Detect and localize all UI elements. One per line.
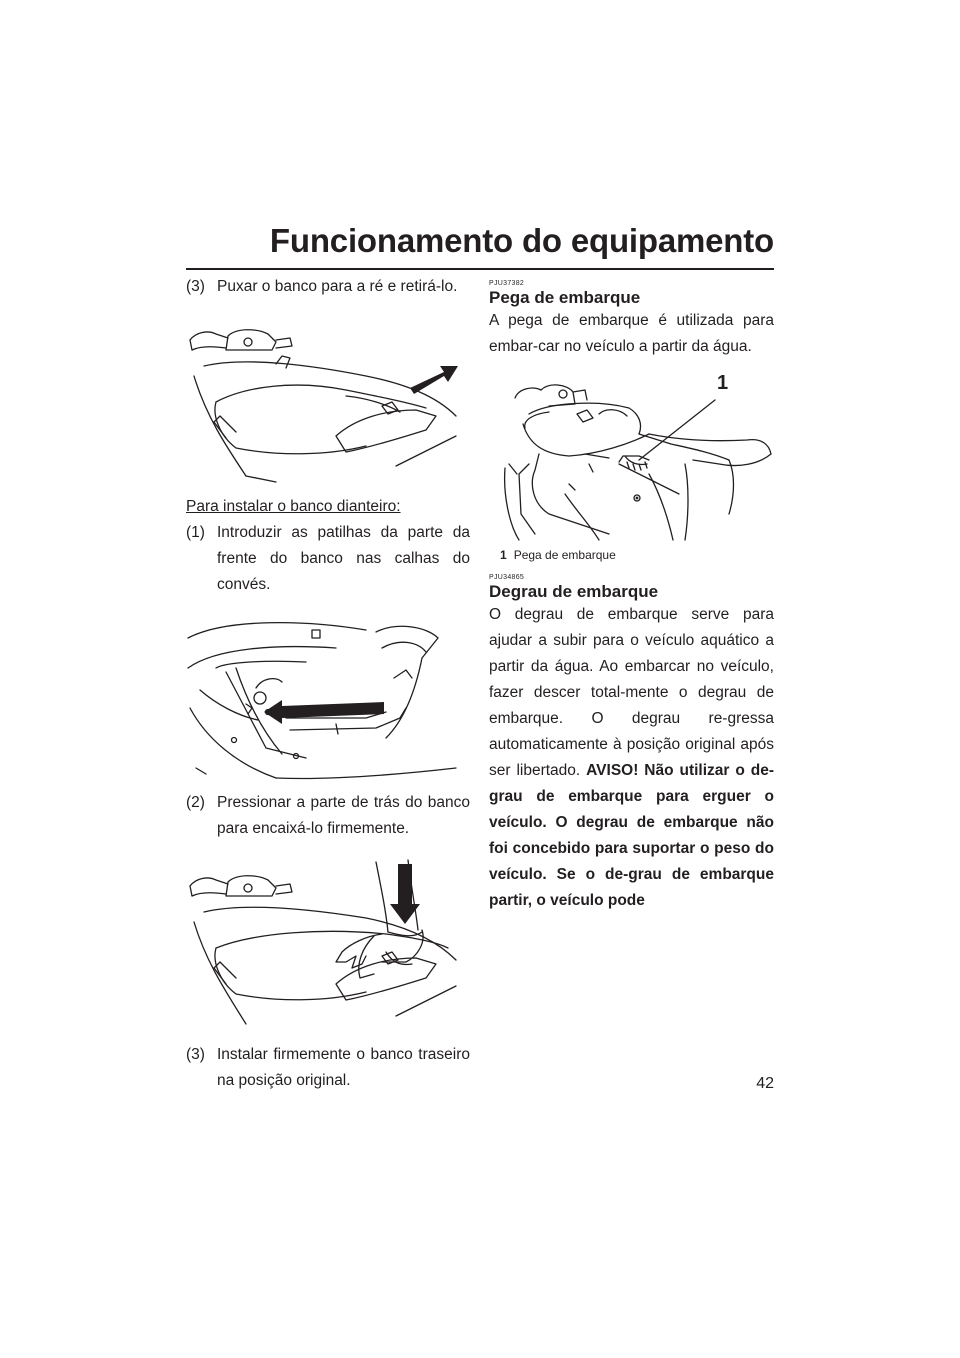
step-text: Puxar o banco para a ré e retirá-lo. <box>217 278 458 295</box>
section-title-boarding-step: Degrau de embarque <box>489 582 659 601</box>
boarding-step-body: O degrau de embarque serve para ajudar a subir para o veículo aquático a partir da água. Ao embarcar no veículo, fazer descer total-mente o degrau de embarque. O degrau re-gressa automaticamente à posição original após ser libertado. <box>489 606 774 779</box>
step-number: (3) <box>186 1046 205 1063</box>
step-text: Pressionar a parte de trás do banco para encaixá-lo firmemente. <box>217 794 470 837</box>
arrow-insert-icon <box>264 700 384 724</box>
page-title: Funcionamento do equipamento <box>269 222 774 259</box>
caption-number: 1 <box>500 548 507 562</box>
figure-callout-1: 1 <box>717 372 729 394</box>
arrow-pull-icon <box>410 366 458 394</box>
step-number: (3) <box>186 278 205 295</box>
step-install-2 <box>186 790 470 842</box>
boarding-step-text <box>489 602 774 914</box>
left-column <box>186 274 470 1094</box>
caption-text: Pega de embarque <box>513 548 616 562</box>
step-remove-3 <box>186 274 470 300</box>
figure-boarding-grip <box>489 364 774 544</box>
section-code: PJU37382 <box>489 280 525 287</box>
section-title-boarding-grip: Pega de embarque <box>489 288 641 307</box>
header-rule <box>186 268 774 270</box>
step-text: Instalar firmemente o banco traseiro na posição original. <box>217 1046 470 1089</box>
step-install-1 <box>186 520 470 598</box>
boarding-step-warning: AVISO! Não utilizar o de-grau de embarque para erguer o veículo. O degrau de embarque não foi concebido para suportar o peso do veículo. Se o de-grau de embarque partir, o veículo pode <box>489 762 774 909</box>
boarding-grip-text: A pega de embarque é utilizada para embar-car no veículo a partir da água. <box>489 312 774 355</box>
step-number: (2) <box>186 794 205 811</box>
step-install-3 <box>186 1042 470 1094</box>
step-number: (1) <box>186 524 205 541</box>
step-text: Introduzir as patilhas da parte da frente do banco nas calhas do convés. <box>217 524 470 593</box>
figure-press-seat <box>186 852 470 1036</box>
figure-pull-seat <box>186 306 470 486</box>
figure-boarding-grip-wrapper <box>489 364 774 544</box>
page-number: 42 <box>756 1075 774 1092</box>
section-code: PJU34865 <box>489 574 525 581</box>
figure-insert-tabs <box>186 608 470 782</box>
figure-caption <box>489 546 774 564</box>
right-column <box>489 274 774 914</box>
install-heading: Para instalar o banco dianteiro: <box>186 498 401 515</box>
